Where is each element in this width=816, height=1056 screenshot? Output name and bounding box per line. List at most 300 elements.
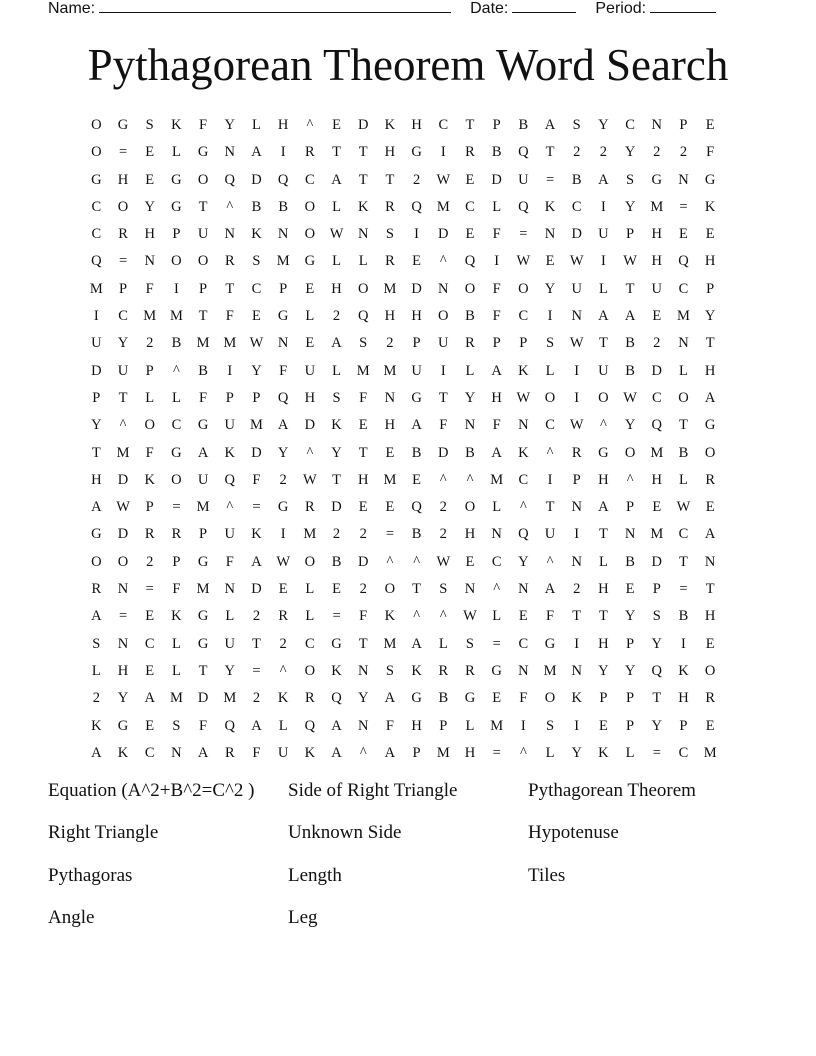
grid-letter: T (598, 526, 608, 543)
grid-letter: I (574, 717, 580, 734)
grid-letter: I (547, 471, 553, 488)
grid-letter: D (438, 444, 449, 461)
grid-letter: R (278, 608, 288, 625)
grid-letter: L (358, 253, 368, 270)
grid-letter: L (171, 662, 181, 679)
grid-letter: I (494, 253, 500, 270)
grid-letter: T (198, 662, 208, 679)
period-label: Period: (595, 0, 647, 17)
grid-letter: ^ (306, 117, 314, 133)
grid-letter: H (91, 471, 102, 488)
date-label: Date: (470, 0, 509, 17)
grid-letter: = (492, 744, 501, 761)
grid-letter: F (385, 717, 394, 734)
grid-letter: T (438, 389, 448, 406)
grid-letter: U (411, 362, 422, 379)
grid-letter: 2 (359, 526, 367, 543)
grid-letter: B (571, 171, 582, 188)
grid-letter: A (197, 444, 209, 461)
grid-letter: A (251, 553, 262, 570)
grid-letter: G (91, 171, 102, 188)
grid-letter: E (305, 335, 315, 352)
grid-letter: D (357, 553, 369, 570)
grid-letter: Y (624, 608, 636, 625)
grid-letter: F (252, 471, 261, 488)
grid-letter: D (571, 226, 582, 243)
grid-letter: E (705, 499, 715, 516)
grid-letter: 2 (439, 526, 447, 543)
grid-letter: Y (331, 444, 342, 461)
grid-row (83, 604, 724, 631)
grid-letter: E (625, 581, 635, 598)
grid-letter: C (491, 553, 502, 570)
grid-letter: W (436, 553, 451, 570)
grid-letter: N (438, 280, 449, 297)
grid-letter: N (224, 581, 236, 598)
grid-letter: A (251, 717, 262, 734)
grid-letter: N (518, 662, 529, 679)
grid-letter: E (465, 226, 475, 243)
word-bank-item: Pythagorean Theorem (528, 780, 696, 801)
grid-letter: K (277, 690, 289, 707)
grid-letter: A (197, 744, 209, 761)
grid-letter: E (358, 417, 368, 434)
grid-letter: S (465, 635, 474, 652)
grid-letter: Y (544, 280, 556, 297)
date-field[interactable] (470, 0, 576, 18)
grid-letter: C (571, 198, 582, 215)
grid-letter: S (252, 253, 261, 270)
grid-letter: D (411, 280, 422, 297)
grid-letter: E (385, 499, 395, 516)
grid-letter: 2 (412, 171, 421, 188)
grid-letter: H (277, 117, 289, 133)
grid-letter: M (650, 526, 664, 543)
grid-letter: R (144, 526, 155, 543)
grid-letter: O (598, 389, 609, 406)
grid-letter: H (598, 635, 609, 652)
grid-letter: N (144, 253, 155, 270)
grid-letter: ^ (413, 608, 420, 625)
grid-letter: Y (598, 117, 609, 133)
grid-letter: 2 (439, 499, 447, 516)
grid-letter: G (598, 444, 609, 461)
grid-letter: C (91, 226, 102, 243)
grid-letter: O (384, 581, 396, 598)
grid-letter: Q (224, 717, 236, 734)
grid-letter: U (224, 526, 236, 543)
grid-letter: I (574, 526, 580, 543)
grid-letter: P (172, 553, 181, 570)
grid-letter: A (491, 362, 502, 379)
grid-letter: E (545, 253, 555, 270)
grid-letter: E (518, 608, 528, 625)
grid-letter: P (626, 635, 635, 652)
name-label: Name: (48, 0, 96, 17)
date-blank[interactable] (512, 0, 576, 13)
period-blank[interactable] (650, 0, 716, 13)
grid-letter: S (439, 581, 448, 598)
period-field[interactable] (595, 0, 716, 18)
grid-letter: K (331, 662, 342, 679)
grid-letter: M (303, 526, 317, 543)
grid-letter: Q (91, 253, 102, 270)
grid-letter: I (520, 717, 526, 734)
grid-letter: 2 (679, 144, 688, 161)
grid-letter: W (569, 335, 584, 352)
grid-letter: L (252, 117, 261, 133)
grid-letter: F (359, 608, 368, 625)
grid-letter: B (198, 362, 208, 379)
grid-letter: D (117, 526, 129, 543)
grid-letter: O (171, 253, 182, 270)
grid-letter: M (650, 444, 664, 461)
grid-letter: C (305, 635, 315, 652)
grid-letter: B (678, 608, 689, 625)
grid-letter: E (412, 253, 422, 270)
grid-letter: F (706, 144, 715, 161)
grid-letter: F (199, 717, 208, 734)
grid-letter: E (412, 471, 422, 488)
grid-letter: T (625, 280, 635, 297)
grid-letter: A (251, 144, 262, 161)
grid-letter: F (225, 308, 234, 325)
grid-letter: Y (651, 635, 663, 652)
grid-letter: G (117, 117, 129, 133)
grid-letter: G (171, 198, 182, 215)
grid-letter: = (679, 581, 688, 598)
grid-letter: K (518, 362, 529, 379)
grid-letter: H (384, 417, 396, 434)
letter-grid (83, 113, 724, 768)
word-bank-item: Leg (288, 906, 318, 928)
grid-letter: Y (224, 117, 236, 133)
grid-letter: N (171, 744, 182, 761)
grid-letter: S (626, 171, 635, 188)
grid-letter: N (571, 499, 582, 516)
grid-letter: N (544, 226, 556, 243)
grid-letter: S (92, 635, 101, 652)
grid-letter: A (384, 744, 396, 761)
grid-letter: R (385, 198, 395, 215)
grid-letter: W (116, 499, 130, 516)
grid-letter: M (543, 662, 557, 679)
grid-letter: T (358, 171, 368, 188)
grid-letter: L (171, 389, 181, 406)
grid-letter: G (331, 635, 342, 652)
grid-letter: A (144, 690, 155, 707)
grid-row (83, 331, 724, 358)
word-bank-item: Length (288, 864, 342, 886)
grid-letter: S (385, 662, 394, 679)
grid-letter: M (196, 335, 210, 352)
grid-letter: I (440, 144, 446, 161)
grid-letter: H (704, 362, 716, 379)
grid-letter: P (92, 389, 101, 406)
grid-letter: L (145, 389, 155, 406)
grid-letter: S (572, 117, 581, 133)
grid-letter: T (679, 417, 688, 434)
grid-letter: F (359, 389, 368, 406)
grid-letter: 2 (573, 144, 581, 161)
grid-letter: ^ (226, 198, 234, 215)
grid-letter: Q (224, 471, 236, 488)
grid-letter: D (251, 171, 262, 188)
grid-letter: 2 (359, 581, 367, 598)
grid-letter: Q (518, 198, 529, 215)
grid-letter: = (385, 526, 394, 543)
grid-letter: C (678, 526, 689, 543)
grid-letter: = (519, 226, 528, 243)
grid-letter: F (145, 280, 154, 297)
grid-letter: U (117, 362, 129, 379)
grid-letter: G (117, 717, 129, 734)
grid-letter: D (251, 581, 262, 598)
grid-letter: = (652, 744, 661, 761)
grid-letter: ^ (386, 553, 394, 570)
grid-letter: Y (117, 335, 129, 352)
grid-letter: E (679, 226, 688, 243)
grid-letter: L (679, 362, 688, 379)
grid-letter: O (304, 662, 316, 679)
grid-letter: T (91, 444, 101, 461)
grid-letter: T (465, 117, 475, 133)
grid-letter: O (117, 553, 129, 570)
grid-letter: H (384, 144, 396, 161)
grid-letter: S (385, 226, 394, 243)
grid-letter: P (145, 499, 154, 516)
grid-letter: O (704, 444, 716, 461)
grid-letter: N (678, 171, 689, 188)
grid-letter: P (626, 499, 635, 516)
grid-letter: ^ (519, 744, 527, 761)
grid-letter: O (357, 280, 369, 297)
grid-letter: H (598, 471, 609, 488)
grid-letter: = (332, 608, 341, 625)
grid-letter: P (279, 280, 288, 297)
grid-letter: Y (224, 662, 236, 679)
grid-letter: N (678, 335, 689, 352)
grid-letter: W (276, 553, 290, 570)
grid-letter: U (518, 171, 529, 188)
grid-letter: K (251, 526, 262, 543)
grid-letter: W (623, 253, 637, 270)
grid-letter: F (225, 553, 234, 570)
grid-letter: N (571, 553, 582, 570)
grid-letter: N (277, 226, 289, 243)
grid-letter: G (544, 635, 556, 652)
grid-letter: H (411, 308, 422, 325)
grid-letter: O (544, 690, 556, 707)
grid-letter: N (571, 308, 582, 325)
grid-letter: C (144, 635, 155, 652)
grid-letter: Y (251, 362, 262, 379)
grid-letter: G (197, 553, 209, 570)
grid-row (83, 468, 724, 495)
grid-letter: K (598, 744, 609, 761)
grid-letter: P (252, 389, 261, 406)
grid-letter: C (678, 744, 689, 761)
grid-letter: A (384, 690, 396, 707)
grid-letter: O (144, 417, 155, 434)
grid-letter: O (624, 444, 636, 461)
grid-letter: = (545, 171, 555, 188)
grid-letter: G (171, 171, 182, 188)
grid-letter: G (91, 526, 102, 543)
grid-letter: T (598, 335, 608, 352)
grid-letter: D (651, 553, 663, 570)
grid-letter: Q (651, 417, 663, 434)
grid-letter: ^ (626, 471, 634, 488)
grid-letter: T (358, 444, 368, 461)
grid-letter: I (227, 362, 233, 379)
grid-letter: Q (464, 253, 476, 270)
grid-letter: O (518, 280, 529, 297)
grid-letter: L (598, 280, 608, 297)
grid-row (83, 304, 724, 331)
grid-letter: N (117, 581, 129, 598)
grid-letter: L (492, 499, 502, 516)
grid-letter: H (117, 662, 129, 679)
grid-letter: H (304, 389, 316, 406)
word-bank-item: Side of Right Triangle (288, 780, 458, 801)
grid-letter: H (384, 308, 396, 325)
grid-letter: T (198, 308, 208, 325)
grid-letter: H (651, 471, 663, 488)
grid-letter: ^ (546, 553, 554, 570)
grid-letter: Y (651, 717, 663, 734)
grid-letter: S (172, 717, 181, 734)
grid-letter: B (411, 526, 422, 543)
grid-letter: C (625, 117, 635, 133)
grid-letter: R (171, 526, 182, 543)
grid-letter: H (411, 117, 422, 133)
grid-letter: T (358, 144, 368, 161)
grid-letter: E (252, 308, 261, 325)
grid-letter: 2 (279, 635, 287, 652)
grid-letter: O (304, 226, 316, 243)
grid-letter: N (464, 581, 476, 598)
word-bank-item: Angle (48, 906, 95, 928)
grid-letter: K (357, 198, 369, 215)
grid-letter: N (357, 717, 369, 734)
grid-letter: C (171, 417, 182, 434)
grid-letter: U (598, 362, 609, 379)
grid-letter: D (91, 362, 102, 379)
grid-letter: E (492, 690, 502, 707)
grid-letter: I (600, 198, 606, 215)
name-field[interactable] (48, 0, 451, 18)
grid-letter: K (544, 198, 556, 215)
grid-letter: M (223, 690, 237, 707)
grid-letter: T (679, 553, 688, 570)
grid-letter: H (464, 526, 476, 543)
grid-letter: 2 (146, 553, 154, 570)
grid-letter: D (438, 226, 449, 243)
grid-letter: Q (411, 198, 422, 215)
grid-letter: C (305, 171, 315, 188)
grid-letter: E (145, 662, 155, 679)
grid-letter: M (383, 280, 397, 297)
grid-letter: M (436, 744, 450, 761)
grid-letter: M (276, 253, 290, 270)
grid-letter: O (197, 171, 209, 188)
grid-letter: E (305, 280, 315, 297)
grid-letter: W (569, 417, 584, 434)
grid-letter: N (518, 581, 529, 598)
grid-letter: L (465, 717, 475, 734)
grid-letter: ^ (439, 253, 447, 270)
grid-letter: F (492, 280, 501, 297)
name-blank[interactable] (99, 0, 451, 13)
word-bank-item: Unknown Side (288, 822, 402, 844)
grid-letter: F (519, 690, 528, 707)
grid-letter: M (436, 198, 450, 215)
grid-letter: N (518, 417, 529, 434)
grid-letter: ^ (519, 499, 527, 516)
grid-row (83, 659, 724, 686)
word-bank-item: Pythagoras (48, 864, 133, 886)
grid-letter: ^ (493, 581, 501, 598)
grid-letter: U (197, 471, 209, 488)
grid-letter: P (492, 117, 501, 133)
grid-letter: H (331, 280, 342, 297)
grid-letter: E (145, 717, 155, 734)
grid-letter: P (439, 717, 448, 734)
grid-letter: T (652, 690, 662, 707)
grid-letter: R (438, 662, 449, 679)
grid-letter: ^ (439, 608, 447, 625)
grid-letter: M (143, 308, 157, 325)
grid-letter: N (224, 144, 236, 161)
grid-letter: S (359, 335, 368, 352)
grid-letter: Y (117, 690, 129, 707)
grid-letter: A (598, 171, 609, 188)
grid-letter: I (280, 526, 286, 543)
grid-letter: K (304, 744, 316, 761)
grid-letter: A (544, 581, 556, 598)
grid-letter: U (304, 362, 316, 379)
grid-letter: ^ (279, 662, 287, 679)
grid-letter: L (625, 744, 635, 761)
grid-row (83, 714, 724, 741)
grid-row (83, 222, 724, 249)
grid-letter: L (332, 198, 341, 215)
grid-row (83, 741, 724, 768)
grid-letter: O (197, 253, 209, 270)
grid-letter: ^ (173, 362, 180, 379)
grid-letter: 2 (146, 335, 154, 352)
grid-row (83, 441, 724, 468)
grid-letter: R (118, 226, 128, 243)
grid-letter: E (278, 581, 288, 598)
grid-letter: Y (624, 417, 636, 434)
grid-letter: E (705, 635, 715, 652)
grid-letter: = (252, 499, 261, 516)
grid-letter: L (679, 471, 688, 488)
grid-row (83, 359, 724, 386)
grid-letter: N (464, 417, 476, 434)
grid-letter: W (436, 171, 451, 188)
grid-letter: L (305, 308, 315, 325)
grid-letter: K (224, 444, 236, 461)
grid-letter: Q (651, 662, 663, 679)
grid-letter: K (384, 117, 396, 133)
grid-letter: O (91, 553, 102, 570)
grid-letter: = (145, 581, 154, 598)
grid-letter: L (171, 144, 181, 161)
grid-letter: O (171, 471, 182, 488)
